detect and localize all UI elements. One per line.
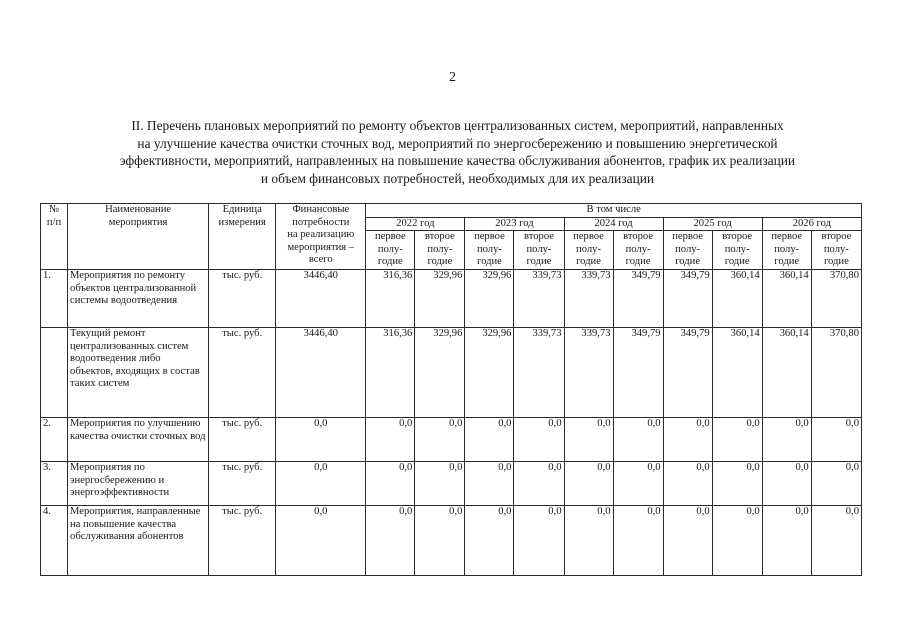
row-unit: тыс. руб. [209, 269, 276, 327]
row-value: 360,14 [712, 269, 762, 327]
header-total [276, 204, 366, 270]
half-label: первое полу- годие [374, 231, 406, 268]
page-number: 2 [449, 70, 456, 85]
row-value: 0,0 [663, 417, 712, 461]
header-first-half [564, 231, 613, 270]
row-value: 0,0 [415, 417, 465, 461]
row-value: 0,0 [465, 505, 514, 575]
row-num: 3. [41, 461, 68, 505]
row-value: 0,0 [762, 461, 811, 505]
half-label: первое полу- годие [672, 231, 703, 268]
row-value: 339,73 [564, 327, 613, 417]
row-unit: тыс. руб. [209, 505, 276, 575]
row-value: 329,96 [415, 269, 465, 327]
row-value: 349,79 [613, 269, 663, 327]
row-value: 349,79 [663, 269, 712, 327]
row-name: Мероприятия по улучшению качества очистки сточных вод [68, 417, 209, 461]
row-value: 0,0 [465, 417, 514, 461]
title-line: на улучшение качества очистки сточных вод, мероприятий по энергосбережению и повышению энергетической [137, 135, 778, 151]
half-label: второе полу- годие [424, 231, 455, 268]
title-line: II. Перечень плановых мероприятий по ремонту объектов централизованных систем, мероприятий, направленных [131, 118, 784, 133]
row-value: 339,73 [514, 269, 564, 327]
row-value: 0,0 [712, 417, 762, 461]
table-row [41, 269, 862, 327]
header-year: 2024 год [564, 217, 663, 231]
row-num: 4. [41, 505, 68, 575]
header-num-label: № п/п [46, 204, 62, 228]
row-value: 0,0 [712, 505, 762, 575]
row-value: 0,0 [465, 461, 514, 505]
row-value: 0,0 [564, 417, 613, 461]
half-label: второе полу- годие [524, 231, 554, 268]
row-unit: тыс. руб. [209, 327, 276, 417]
table-row [41, 327, 862, 417]
row-value: 0,0 [514, 505, 564, 575]
title-line: эффективности, мероприятий, направленных на повышение качества обслуживания абонентов, график их реализации [119, 153, 796, 168]
row-value: 0,0 [415, 461, 465, 505]
half-label: первое полу- годие [573, 231, 604, 268]
table-row [41, 417, 862, 461]
half-label: первое полу- годие [474, 231, 505, 268]
row-value: 349,79 [663, 327, 712, 417]
document-title [60, 117, 855, 187]
row-value: 0,0 [613, 417, 663, 461]
table-row [41, 461, 862, 505]
row-value: 0,0 [514, 417, 564, 461]
row-total: 3446,40 [276, 269, 366, 327]
header-unit-label: Единица измерения [218, 204, 266, 228]
row-value: 0,0 [366, 461, 415, 505]
row-value: 360,14 [762, 327, 811, 417]
row-unit: тыс. руб. [209, 461, 276, 505]
row-name: Мероприятия по ремонту объектов централизованной системы водоотведения [68, 269, 209, 327]
row-total: 0,0 [276, 461, 366, 505]
row-value: 0,0 [712, 461, 762, 505]
header-second-half [811, 231, 861, 270]
row-value: 0,0 [514, 461, 564, 505]
row-value: 0,0 [811, 505, 861, 575]
row-value: 0,0 [564, 505, 613, 575]
header-unit [209, 204, 276, 270]
row-value: 0,0 [564, 461, 613, 505]
row-value: 349,79 [613, 327, 663, 417]
half-label: первое полу- годие [771, 231, 803, 268]
header-second-half [613, 231, 663, 270]
row-value: 0,0 [613, 461, 663, 505]
header-second-half [712, 231, 762, 270]
header-first-half [465, 231, 514, 270]
row-value: 329,96 [465, 269, 514, 327]
row-value: 360,14 [762, 269, 811, 327]
header-num [41, 204, 68, 270]
header-in-total: В том числе [366, 204, 862, 218]
row-value: 0,0 [762, 417, 811, 461]
row-total: 3446,40 [276, 327, 366, 417]
half-label: второе полу- годие [821, 231, 852, 268]
header-name-label: Наименование мероприятия [105, 204, 172, 228]
header-first-half [663, 231, 712, 270]
row-value: 339,73 [514, 327, 564, 417]
half-label: второе полу- годие [722, 231, 753, 268]
row-value: 0,0 [663, 505, 712, 575]
header-second-half [415, 231, 465, 270]
row-total: 0,0 [276, 505, 366, 575]
row-num: 2. [41, 417, 68, 461]
header-year: 2022 год [366, 217, 465, 231]
title-line: и объем финансовых потребностей, необходимых для их реализации [260, 170, 655, 186]
row-name: Мероприятия по энергосбережению и энергоэффективности [68, 461, 209, 505]
row-value: 370,80 [811, 269, 861, 327]
row-value: 0,0 [811, 417, 861, 461]
row-name: Мероприятия, направленные на повышение качества обслуживания абонентов [68, 505, 209, 575]
row-unit: тыс. руб. [209, 417, 276, 461]
header-year: 2025 год [663, 217, 762, 231]
header-year: 2023 год [465, 217, 564, 231]
row-value: 316,36 [366, 269, 415, 327]
row-value: 360,14 [712, 327, 762, 417]
header-second-half [514, 231, 564, 270]
table-row [41, 505, 862, 575]
row-value: 0,0 [613, 505, 663, 575]
row-value: 329,96 [465, 327, 514, 417]
header-name [68, 204, 209, 270]
header-total-label: Финансовые потребности на реализацию мероприятия – всего [287, 204, 355, 266]
row-total: 0,0 [276, 417, 366, 461]
row-value: 329,96 [415, 327, 465, 417]
row-value: 339,73 [564, 269, 613, 327]
row-value: 0,0 [366, 417, 415, 461]
row-value: 0,0 [811, 461, 861, 505]
half-label: второе полу- годие [623, 231, 654, 268]
row-value: 370,80 [811, 327, 861, 417]
row-name: Текущий ремонт централизованных систем водоотведения либо объектов, входящих в состав таких систем [68, 327, 209, 417]
row-value: 0,0 [366, 505, 415, 575]
row-value: 0,0 [762, 505, 811, 575]
header-year: 2026 год [762, 217, 861, 231]
row-value: 316,36 [366, 327, 415, 417]
header-first-half [366, 231, 415, 270]
row-value: 0,0 [415, 505, 465, 575]
plan-table [40, 203, 862, 576]
header-first-half [762, 231, 811, 270]
row-num: 1. [41, 269, 68, 327]
row-value: 0,0 [663, 461, 712, 505]
row-num [41, 327, 68, 417]
